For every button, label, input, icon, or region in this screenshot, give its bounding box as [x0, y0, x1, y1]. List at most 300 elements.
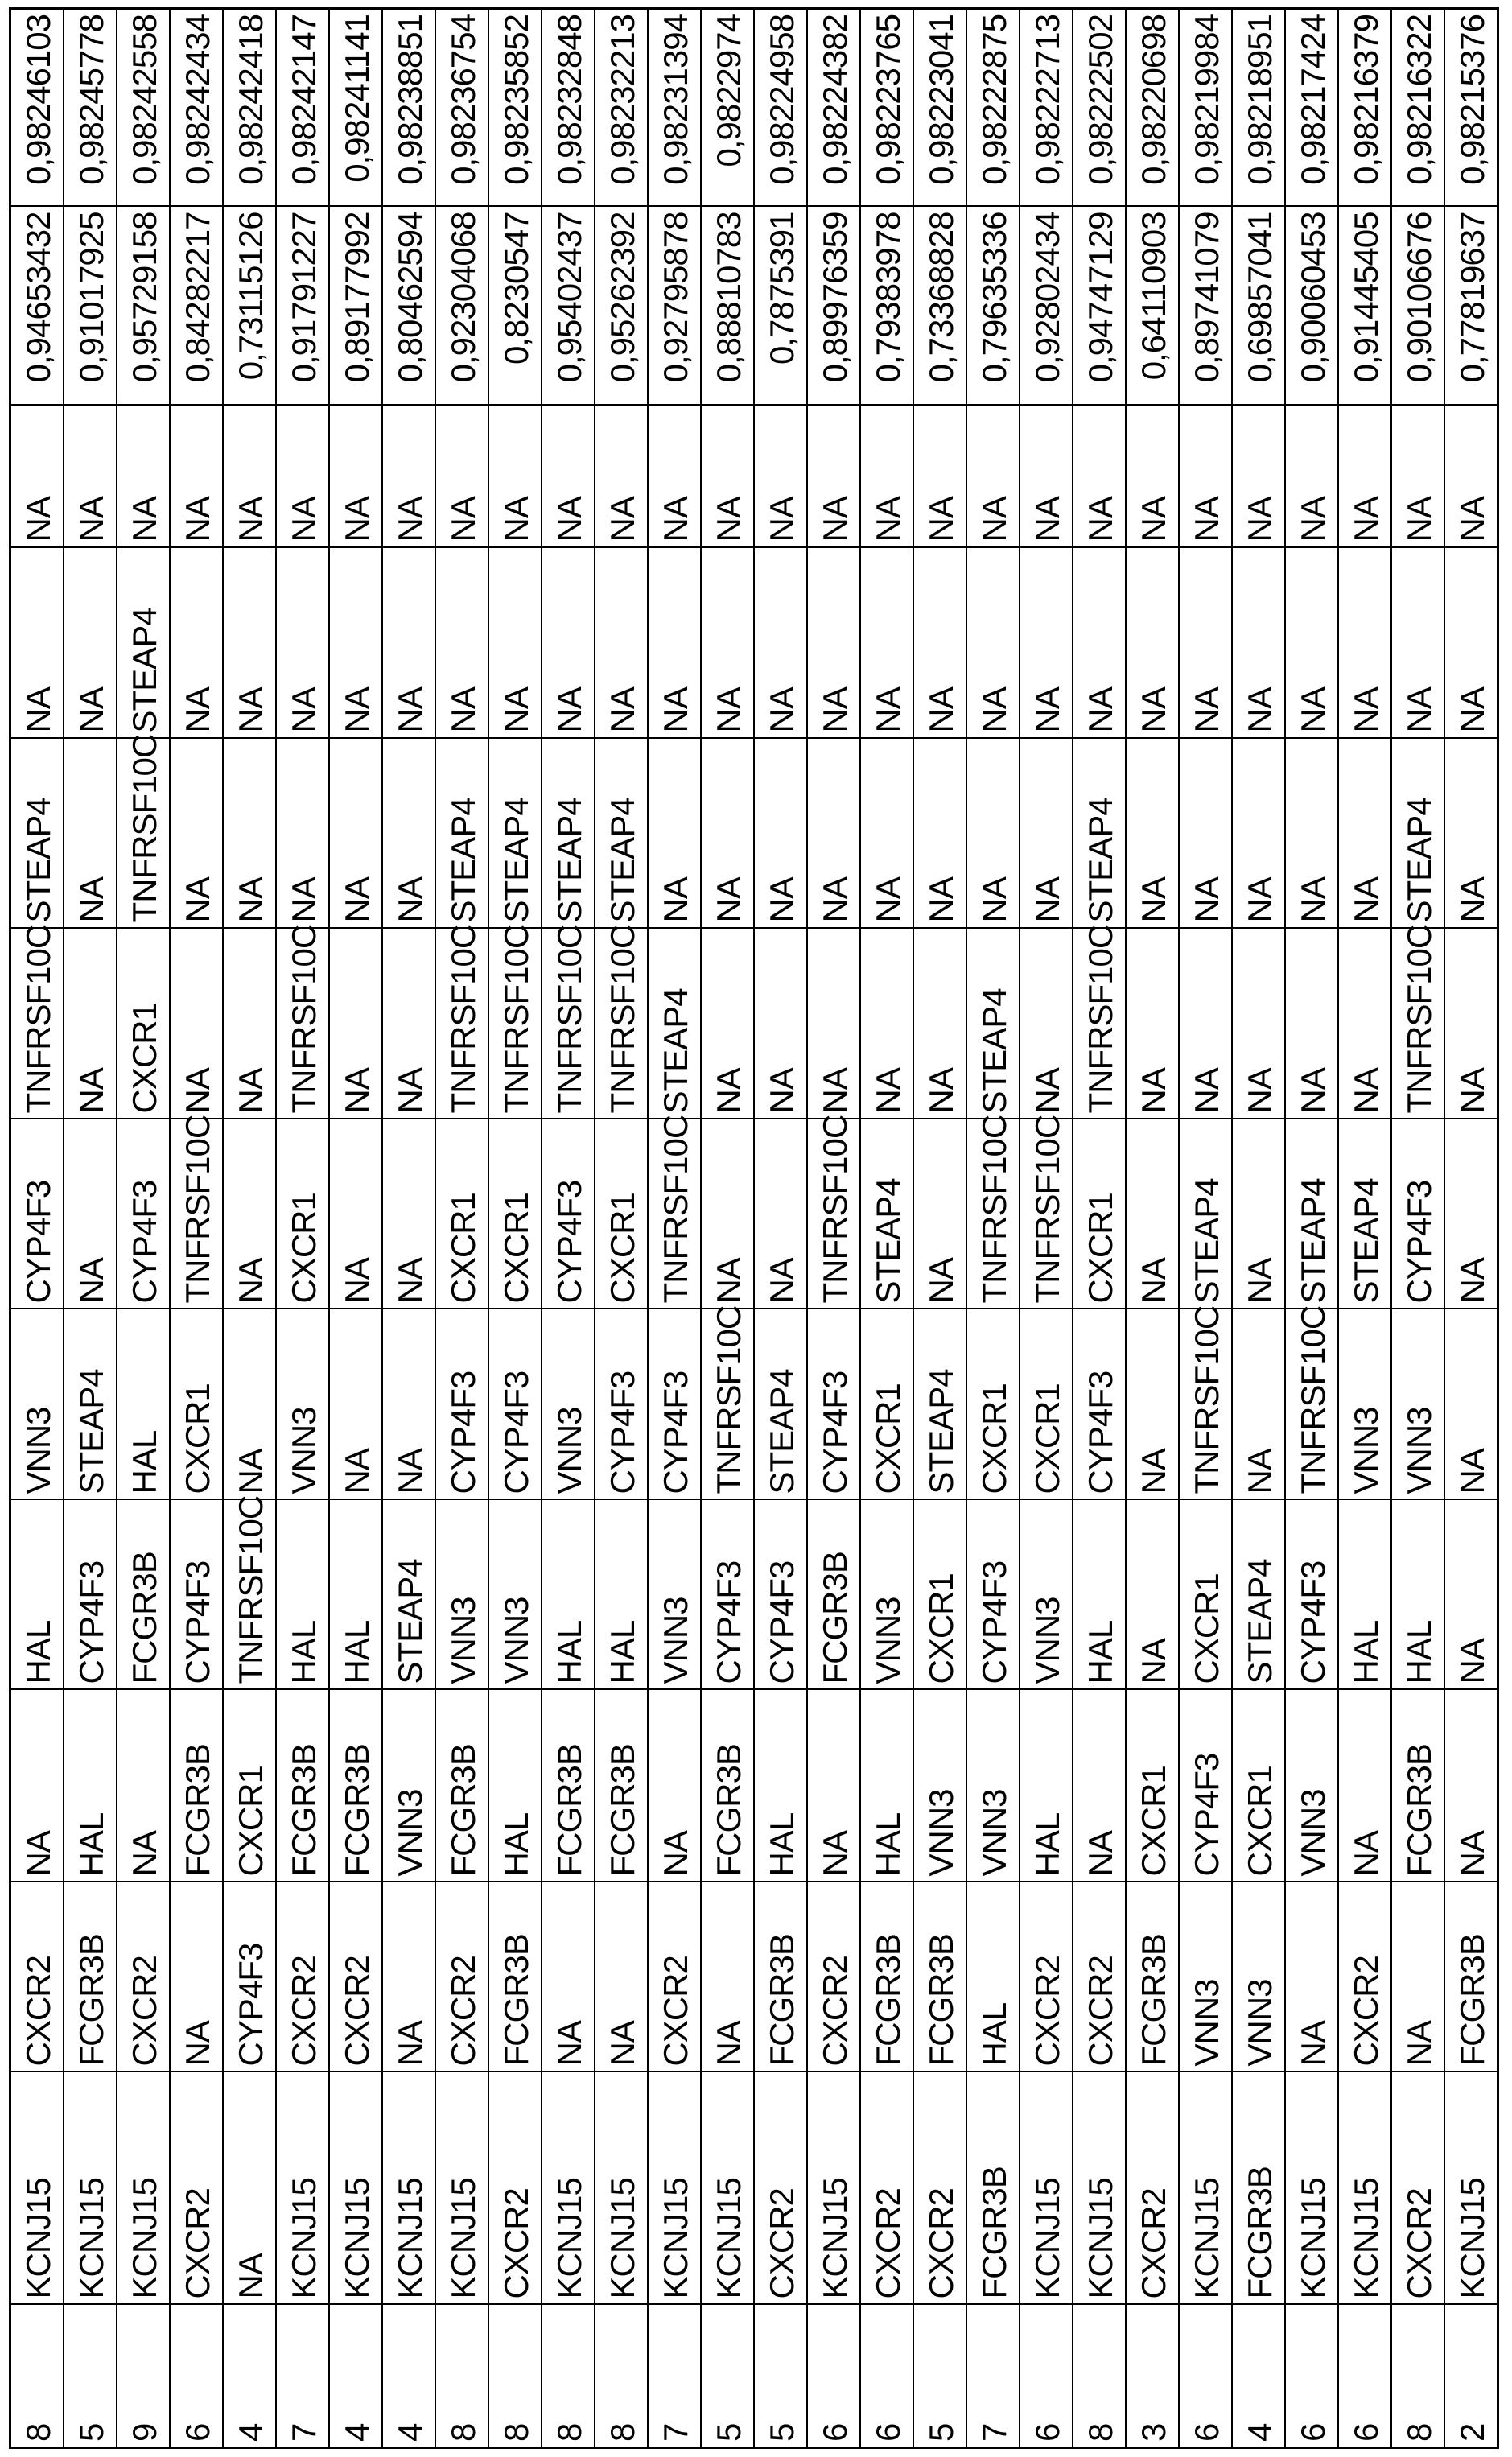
- gene-cell[interactable]: VNN3: [966, 1690, 1020, 1882]
- gene-cell[interactable]: TNFRSF10C: [1179, 1309, 1232, 1500]
- gene-cell[interactable]: NA: [966, 739, 1020, 929]
- gene-cell[interactable]: CYP4F3: [10, 1119, 64, 1309]
- gene-cell[interactable]: NA: [435, 406, 488, 548]
- gene-cell[interactable]: FCGR3B: [966, 2072, 1020, 2305]
- auc-cell[interactable]: 0,98232848: [542, 9, 595, 207]
- gene-cell[interactable]: STEAP4: [382, 1500, 435, 1690]
- gene-cell[interactable]: KCNJ15: [1020, 2072, 1073, 2305]
- gene-cell[interactable]: VNN3: [1338, 1309, 1391, 1500]
- gene-cell[interactable]: CXCR1: [1020, 1309, 1073, 1500]
- gene-cell[interactable]: NA: [1020, 406, 1073, 548]
- gene-cell[interactable]: NA: [64, 406, 117, 548]
- gene-cell[interactable]: NA: [648, 739, 701, 929]
- gene-cell[interactable]: CYP4F3: [1391, 1119, 1444, 1309]
- gene-cell[interactable]: STEAP4: [10, 739, 64, 929]
- gene-cell[interactable]: HAL: [542, 1500, 595, 1690]
- gene-count-cell[interactable]: 6: [860, 2305, 913, 2448]
- gene-cell[interactable]: KCNJ15: [1073, 2072, 1126, 2305]
- gene-cell[interactable]: NA: [223, 1309, 276, 1500]
- gene-cell[interactable]: KCNJ15: [542, 2072, 595, 2305]
- gene-cell[interactable]: KCNJ15: [10, 2072, 64, 2305]
- gene-cell[interactable]: CYP4F3: [64, 1500, 117, 1690]
- gene-cell[interactable]: NA: [329, 929, 382, 1119]
- gene-cell[interactable]: NA: [648, 1690, 701, 1882]
- gene-cell[interactable]: NA: [595, 406, 648, 548]
- gene-cell[interactable]: CXCR2: [117, 1882, 170, 2072]
- gene-cell[interactable]: NA: [1338, 1690, 1391, 1882]
- gene-cell[interactable]: NA: [1444, 1690, 1498, 1882]
- gene-cell[interactable]: CYP4F3: [966, 1500, 1020, 1690]
- gene-cell[interactable]: KCNJ15: [329, 2072, 382, 2305]
- gene-cell[interactable]: HAL: [329, 1500, 382, 1690]
- gene-cell[interactable]: NA: [860, 929, 913, 1119]
- gene-count-cell[interactable]: 8: [10, 2305, 64, 2448]
- gene-cell[interactable]: NA: [10, 548, 64, 739]
- gene-cell[interactable]: CYP4F3: [701, 1500, 754, 1690]
- gene-cell[interactable]: NA: [701, 1119, 754, 1309]
- gene-cell[interactable]: FCGR3B: [170, 1690, 223, 1882]
- gene-cell[interactable]: NA: [701, 1882, 754, 2072]
- gene-count-cell[interactable]: 3: [1126, 2305, 1179, 2448]
- gene-cell[interactable]: CYP4F3: [542, 1119, 595, 1309]
- gene-cell[interactable]: HAL: [64, 1690, 117, 1882]
- gene-cell[interactable]: FCGR3B: [276, 1690, 329, 1882]
- gene-cell[interactable]: NA: [542, 1882, 595, 2072]
- gene-cell[interactable]: NA: [1179, 929, 1232, 1119]
- gene-cell[interactable]: FCGR3B: [64, 1882, 117, 2072]
- auc-cell[interactable]: 0,98246103: [10, 9, 64, 207]
- gene-cell[interactable]: NA: [754, 739, 807, 929]
- gene-cell[interactable]: KCNJ15: [701, 2072, 754, 2305]
- gene-cell[interactable]: FCGR3B: [488, 1882, 542, 2072]
- gene-cell[interactable]: STEAP4: [1338, 1119, 1391, 1309]
- gene-cell[interactable]: NA: [807, 929, 860, 1119]
- gene-cell[interactable]: NA: [913, 739, 966, 929]
- auc-cell[interactable]: 0,98222875: [966, 9, 1020, 207]
- score-cell[interactable]: 0,94653432: [10, 207, 64, 406]
- gene-cell[interactable]: NA: [64, 548, 117, 739]
- gene-cell[interactable]: NA: [595, 1882, 648, 2072]
- gene-cell[interactable]: TNFRSF10C: [1391, 929, 1444, 1119]
- gene-count-cell[interactable]: 4: [329, 2305, 382, 2448]
- score-cell[interactable]: 0,94747129: [1073, 207, 1126, 406]
- gene-cell[interactable]: NA: [913, 406, 966, 548]
- score-cell[interactable]: 0,80462594: [382, 207, 435, 406]
- gene-cell[interactable]: NA: [754, 929, 807, 1119]
- gene-cell[interactable]: NA: [1285, 929, 1338, 1119]
- gene-cell[interactable]: CYP4F3: [754, 1500, 807, 1690]
- gene-cell[interactable]: CXCR2: [754, 2072, 807, 2305]
- gene-cell[interactable]: CYP4F3: [595, 1309, 648, 1500]
- auc-cell[interactable]: 0,98236754: [435, 9, 488, 207]
- gene-cell[interactable]: NA: [1126, 1119, 1179, 1309]
- gene-cell[interactable]: KCNJ15: [1338, 2072, 1391, 2305]
- gene-cell[interactable]: NA: [1126, 739, 1179, 929]
- gene-cell[interactable]: VNN3: [10, 1309, 64, 1500]
- gene-cell[interactable]: FCGR3B: [1391, 1690, 1444, 1882]
- score-cell[interactable]: 0,95262392: [595, 207, 648, 406]
- gene-cell[interactable]: STEAP4: [488, 739, 542, 929]
- gene-cell[interactable]: CXCR1: [1232, 1690, 1285, 1882]
- gene-cell[interactable]: NA: [860, 406, 913, 548]
- gene-cell[interactable]: NA: [1444, 406, 1498, 548]
- gene-cell[interactable]: VNN3: [913, 1690, 966, 1882]
- gene-cell[interactable]: CYP4F3: [488, 1309, 542, 1500]
- gene-cell[interactable]: NA: [1232, 548, 1285, 739]
- gene-cell[interactable]: FCGR3B: [754, 1882, 807, 2072]
- gene-cell[interactable]: NA: [542, 548, 595, 739]
- gene-cell[interactable]: FCGR3B: [1232, 2072, 1285, 2305]
- gene-cell[interactable]: TNFRSF10C: [807, 1119, 860, 1309]
- score-cell[interactable]: 0,7875391: [754, 207, 807, 406]
- gene-cell[interactable]: STEAP4: [1073, 739, 1126, 929]
- gene-cell[interactable]: NA: [382, 739, 435, 929]
- gene-cell[interactable]: STEAP4: [1232, 1500, 1285, 1690]
- gene-cell[interactable]: NA: [170, 548, 223, 739]
- auc-cell[interactable]: 0,98242434: [170, 9, 223, 207]
- score-cell[interactable]: 0,91017925: [64, 207, 117, 406]
- gene-cell[interactable]: KCNJ15: [1285, 2072, 1338, 2305]
- gene-cell[interactable]: NA: [1232, 1309, 1285, 1500]
- gene-count-cell[interactable]: 6: [1285, 2305, 1338, 2448]
- gene-cell[interactable]: NA: [754, 548, 807, 739]
- gene-count-cell[interactable]: 8: [435, 2305, 488, 2448]
- gene-cell[interactable]: FCGR3B: [913, 1882, 966, 2072]
- gene-cell[interactable]: HAL: [10, 1500, 64, 1690]
- auc-cell[interactable]: 0,98219984: [1179, 9, 1232, 207]
- gene-cell[interactable]: NA: [542, 406, 595, 548]
- gene-cell[interactable]: VNN3: [488, 1500, 542, 1690]
- auc-cell[interactable]: 0,98216322: [1391, 9, 1444, 207]
- gene-cell[interactable]: NA: [807, 548, 860, 739]
- gene-cell[interactable]: NA: [1232, 929, 1285, 1119]
- gene-cell[interactable]: CYP4F3: [117, 1119, 170, 1309]
- gene-cell[interactable]: NA: [1073, 406, 1126, 548]
- score-cell[interactable]: 0,84282217: [170, 207, 223, 406]
- gene-count-cell[interactable]: 6: [807, 2305, 860, 2448]
- gene-cell[interactable]: NA: [382, 548, 435, 739]
- gene-cell[interactable]: CYP4F3: [648, 1309, 701, 1500]
- gene-cell[interactable]: HAL: [1391, 1500, 1444, 1690]
- gene-cell[interactable]: FCGR3B: [435, 1690, 488, 1882]
- gene-cell[interactable]: CXCR2: [1338, 1882, 1391, 2072]
- gene-cell[interactable]: CXCR2: [1126, 2072, 1179, 2305]
- gene-cell[interactable]: NA: [223, 929, 276, 1119]
- auc-cell[interactable]: 0,98235852: [488, 9, 542, 207]
- gene-cell[interactable]: NA: [276, 548, 329, 739]
- gene-cell[interactable]: NA: [754, 1119, 807, 1309]
- gene-cell[interactable]: STEAP4: [1285, 1119, 1338, 1309]
- gene-cell[interactable]: HAL: [754, 1690, 807, 1882]
- gene-cell[interactable]: NA: [1179, 406, 1232, 548]
- gene-count-cell[interactable]: 5: [701, 2305, 754, 2448]
- gene-cell[interactable]: NA: [701, 406, 754, 548]
- gene-cell[interactable]: NA: [807, 406, 860, 548]
- gene-cell[interactable]: NA: [1285, 406, 1338, 548]
- auc-cell[interactable]: 0,98220698: [1126, 9, 1179, 207]
- gene-cell[interactable]: KCNJ15: [382, 2072, 435, 2305]
- gene-cell[interactable]: HAL: [276, 1500, 329, 1690]
- gene-cell[interactable]: TNFRSF10C: [701, 1309, 754, 1500]
- gene-cell[interactable]: NA: [10, 406, 64, 548]
- gene-cell[interactable]: HAL: [488, 1690, 542, 1882]
- gene-cell[interactable]: STEAP4: [860, 1119, 913, 1309]
- auc-cell[interactable]: 0,98242558: [117, 9, 170, 207]
- gene-cell[interactable]: NA: [170, 1882, 223, 2072]
- gene-cell[interactable]: CYP4F3: [223, 1882, 276, 2072]
- gene-cell[interactable]: TNFRSF10C: [117, 739, 170, 929]
- gene-cell[interactable]: NA: [64, 739, 117, 929]
- gene-cell[interactable]: TNFRSF10C: [648, 1119, 701, 1309]
- gene-cell[interactable]: NA: [488, 406, 542, 548]
- gene-cell[interactable]: NA: [382, 1882, 435, 2072]
- gene-cell[interactable]: CXCR2: [170, 2072, 223, 2305]
- gene-cell[interactable]: TNFRSF10C: [170, 1119, 223, 1309]
- gene-cell[interactable]: TNFRSF10C: [488, 929, 542, 1119]
- auc-cell[interactable]: 0,98241141: [329, 9, 382, 207]
- gene-count-cell[interactable]: 9: [117, 2305, 170, 2448]
- score-cell[interactable]: 0,64110903: [1126, 207, 1179, 406]
- gene-cell[interactable]: STEAP4: [648, 929, 701, 1119]
- gene-count-cell[interactable]: 7: [966, 2305, 1020, 2448]
- gene-cell[interactable]: CXCR2: [807, 1882, 860, 2072]
- gene-cell[interactable]: CXCR2: [1073, 1882, 1126, 2072]
- gene-cell[interactable]: VNN3: [1285, 1690, 1338, 1882]
- gene-count-cell[interactable]: 4: [382, 2305, 435, 2448]
- gene-cell[interactable]: NA: [117, 406, 170, 548]
- gene-cell[interactable]: NA: [1020, 929, 1073, 1119]
- gene-cell[interactable]: STEAP4: [542, 739, 595, 929]
- gene-cell[interactable]: NA: [170, 929, 223, 1119]
- gene-cell[interactable]: NA: [701, 548, 754, 739]
- gene-cell[interactable]: NA: [488, 548, 542, 739]
- gene-cell[interactable]: NA: [860, 739, 913, 929]
- auc-cell[interactable]: 0,98216379: [1338, 9, 1391, 207]
- gene-cell[interactable]: VNN3: [1179, 1882, 1232, 2072]
- auc-cell[interactable]: 0,98223041: [913, 9, 966, 207]
- gene-cell[interactable]: CXCR2: [10, 1882, 64, 2072]
- gene-cell[interactable]: HAL: [1338, 1500, 1391, 1690]
- gene-cell[interactable]: CXCR1: [435, 1119, 488, 1309]
- auc-cell[interactable]: 0,98224382: [807, 9, 860, 207]
- gene-cell[interactable]: TNFRSF10C: [1073, 929, 1126, 1119]
- score-cell[interactable]: 0,90060453: [1285, 207, 1338, 406]
- gene-cell[interactable]: STEAP4: [1179, 1119, 1232, 1309]
- gene-count-cell[interactable]: 5: [64, 2305, 117, 2448]
- gene-cell[interactable]: FCGR3B: [701, 1690, 754, 1882]
- gene-cell[interactable]: NA: [1338, 548, 1391, 739]
- gene-cell[interactable]: NA: [329, 1119, 382, 1309]
- gene-cell[interactable]: KCNJ15: [64, 2072, 117, 2305]
- gene-cell[interactable]: CXCR2: [860, 2072, 913, 2305]
- score-cell[interactable]: 0,95729158: [117, 207, 170, 406]
- gene-cell[interactable]: TNFRSF10C: [276, 929, 329, 1119]
- gene-cell[interactable]: TNFRSF10C: [10, 929, 64, 1119]
- score-cell[interactable]: 0,91445405: [1338, 207, 1391, 406]
- gene-cell[interactable]: CXCR1: [595, 1119, 648, 1309]
- gene-cell[interactable]: CXCR2: [435, 1882, 488, 2072]
- gene-cell[interactable]: VNN3: [382, 1690, 435, 1882]
- gene-count-cell[interactable]: 8: [1391, 2305, 1444, 2448]
- score-cell[interactable]: 0,77819637: [1444, 207, 1498, 406]
- gene-cell[interactable]: CYP4F3: [1073, 1309, 1126, 1500]
- gene-cell[interactable]: NA: [10, 1690, 64, 1882]
- auc-cell[interactable]: 0,98222502: [1073, 9, 1126, 207]
- score-cell[interactable]: 0,91791227: [276, 207, 329, 406]
- score-cell[interactable]: 0,89976359: [807, 207, 860, 406]
- gene-cell[interactable]: CYP4F3: [170, 1500, 223, 1690]
- score-cell[interactable]: 0,73115126: [223, 207, 276, 406]
- score-cell[interactable]: 0,89177992: [329, 207, 382, 406]
- gene-cell[interactable]: FCGR3B: [117, 1500, 170, 1690]
- gene-cell[interactable]: VNN3: [1020, 1500, 1073, 1690]
- auc-cell[interactable]: 0,98224958: [754, 9, 807, 207]
- gene-cell[interactable]: NA: [1020, 548, 1073, 739]
- gene-count-cell[interactable]: 6: [1179, 2305, 1232, 2448]
- gene-cell[interactable]: NA: [223, 406, 276, 548]
- gene-cell[interactable]: CXCR2: [329, 1882, 382, 2072]
- gene-cell[interactable]: CXCR1: [966, 1309, 1020, 1500]
- gene-cell[interactable]: NA: [170, 739, 223, 929]
- gene-count-cell[interactable]: 6: [1020, 2305, 1073, 2448]
- gene-cell[interactable]: NA: [1444, 1309, 1498, 1500]
- gene-cell[interactable]: KCNJ15: [595, 2072, 648, 2305]
- gene-cell[interactable]: STEAP4: [117, 548, 170, 739]
- gene-cell[interactable]: FCGR3B: [1444, 1882, 1498, 2072]
- gene-cell[interactable]: NA: [223, 548, 276, 739]
- auc-cell[interactable]: 0,98223765: [860, 9, 913, 207]
- gene-cell[interactable]: CXCR2: [488, 2072, 542, 2305]
- score-cell[interactable]: 0,89741079: [1179, 207, 1232, 406]
- gene-cell[interactable]: NA: [1444, 739, 1498, 929]
- gene-count-cell[interactable]: 6: [170, 2305, 223, 2448]
- gene-cell[interactable]: NA: [1338, 929, 1391, 1119]
- gene-cell[interactable]: CXCR1: [170, 1309, 223, 1500]
- gene-cell[interactable]: CXCR1: [1073, 1119, 1126, 1309]
- gene-cell[interactable]: HAL: [966, 1882, 1020, 2072]
- gene-cell[interactable]: NA: [1232, 739, 1285, 929]
- gene-cell[interactable]: HAL: [595, 1500, 648, 1690]
- score-cell[interactable]: 0,95402437: [542, 207, 595, 406]
- gene-cell[interactable]: FCGR3B: [860, 1882, 913, 2072]
- gene-cell[interactable]: TNFRSF10C: [1285, 1309, 1338, 1500]
- gene-cell[interactable]: CXCR2: [913, 2072, 966, 2305]
- gene-cell[interactable]: TNFRSF10C: [966, 1119, 1020, 1309]
- gene-count-cell[interactable]: 4: [1232, 2305, 1285, 2448]
- gene-cell[interactable]: VNN3: [1232, 1882, 1285, 2072]
- gene-count-cell[interactable]: 8: [542, 2305, 595, 2448]
- score-cell[interactable]: 0,92802434: [1020, 207, 1073, 406]
- gene-cell[interactable]: FCGR3B: [595, 1690, 648, 1882]
- gene-cell[interactable]: CXCR1: [1179, 1500, 1232, 1690]
- gene-cell[interactable]: FCGR3B: [542, 1690, 595, 1882]
- gene-cell[interactable]: VNN3: [435, 1500, 488, 1690]
- gene-cell[interactable]: NA: [1444, 548, 1498, 739]
- gene-cell[interactable]: HAL: [860, 1690, 913, 1882]
- score-cell[interactable]: 0,90106676: [1391, 207, 1444, 406]
- gene-cell[interactable]: CXCR1: [913, 1500, 966, 1690]
- gene-cell[interactable]: TNFRSF10C: [223, 1500, 276, 1690]
- auc-cell[interactable]: 0,98218951: [1232, 9, 1285, 207]
- gene-cell[interactable]: NA: [1020, 739, 1073, 929]
- gene-count-cell[interactable]: 8: [488, 2305, 542, 2448]
- gene-cell[interactable]: NA: [1444, 929, 1498, 1119]
- auc-cell[interactable]: 0,98232213: [595, 9, 648, 207]
- gene-cell[interactable]: NA: [1285, 1882, 1338, 2072]
- gene-cell[interactable]: NA: [1179, 739, 1232, 929]
- gene-cell[interactable]: NA: [1232, 406, 1285, 548]
- gene-cell[interactable]: STEAP4: [966, 929, 1020, 1119]
- gene-cell[interactable]: CXCR1: [117, 929, 170, 1119]
- gene-cell[interactable]: NA: [860, 548, 913, 739]
- gene-cell[interactable]: VNN3: [542, 1309, 595, 1500]
- gene-cell[interactable]: CXCR1: [488, 1119, 542, 1309]
- gene-cell[interactable]: STEAP4: [595, 739, 648, 929]
- gene-count-cell[interactable]: 2: [1444, 2305, 1498, 2448]
- gene-cell[interactable]: CXCR2: [648, 1882, 701, 2072]
- gene-cell[interactable]: NA: [382, 1119, 435, 1309]
- auc-cell[interactable]: 0,98217424: [1285, 9, 1338, 207]
- gene-count-cell[interactable]: 7: [648, 2305, 701, 2448]
- gene-cell[interactable]: VNN3: [1391, 1309, 1444, 1500]
- gene-cell[interactable]: NA: [1444, 1119, 1498, 1309]
- gene-cell[interactable]: NA: [1338, 739, 1391, 929]
- gene-cell[interactable]: CXCR2: [1020, 1882, 1073, 2072]
- gene-cell[interactable]: NA: [1391, 1882, 1444, 2072]
- auc-cell[interactable]: 0,98238851: [382, 9, 435, 207]
- gene-cell[interactable]: NA: [329, 548, 382, 739]
- gene-cell[interactable]: NA: [754, 406, 807, 548]
- gene-cell[interactable]: NA: [807, 1690, 860, 1882]
- score-cell[interactable]: 0,69857041: [1232, 207, 1285, 406]
- gene-cell[interactable]: NA: [1285, 739, 1338, 929]
- gene-cell[interactable]: NA: [966, 548, 1020, 739]
- auc-cell[interactable]: 0,98245778: [64, 9, 117, 207]
- auc-cell[interactable]: 0,98222713: [1020, 9, 1073, 207]
- gene-cell[interactable]: NA: [648, 406, 701, 548]
- gene-cell[interactable]: NA: [1391, 548, 1444, 739]
- gene-cell[interactable]: NA: [1338, 406, 1391, 548]
- gene-cell[interactable]: NA: [913, 1119, 966, 1309]
- gene-cell[interactable]: TNFRSF10C: [542, 929, 595, 1119]
- auc-cell[interactable]: 0,9822974: [701, 9, 754, 207]
- gene-cell[interactable]: NA: [1285, 548, 1338, 739]
- gene-count-cell[interactable]: 4: [223, 2305, 276, 2448]
- gene-cell[interactable]: CXCR1: [860, 1309, 913, 1500]
- gene-count-cell[interactable]: 7: [276, 2305, 329, 2448]
- auc-cell[interactable]: 0,98242418: [223, 9, 276, 207]
- auc-cell[interactable]: 0,98215376: [1444, 9, 1498, 207]
- gene-cell[interactable]: NA: [701, 739, 754, 929]
- auc-cell[interactable]: 0,98231394: [648, 9, 701, 207]
- score-cell[interactable]: 0,92795878: [648, 207, 701, 406]
- gene-cell[interactable]: NA: [595, 548, 648, 739]
- gene-cell[interactable]: NA: [1126, 1500, 1179, 1690]
- score-cell[interactable]: 0,79383978: [860, 207, 913, 406]
- gene-count-cell[interactable]: 6: [1338, 2305, 1391, 2448]
- gene-cell[interactable]: NA: [1444, 1500, 1498, 1690]
- gene-cell[interactable]: KCNJ15: [276, 2072, 329, 2305]
- gene-cell[interactable]: CXCR2: [276, 1882, 329, 2072]
- gene-cell[interactable]: NA: [913, 548, 966, 739]
- gene-cell[interactable]: VNN3: [648, 1500, 701, 1690]
- gene-cell[interactable]: NA: [382, 929, 435, 1119]
- gene-count-cell[interactable]: 5: [913, 2305, 966, 2448]
- gene-cell[interactable]: VNN3: [860, 1500, 913, 1690]
- gene-cell[interactable]: CYP4F3: [1285, 1500, 1338, 1690]
- gene-cell[interactable]: NA: [1179, 548, 1232, 739]
- gene-cell[interactable]: NA: [913, 929, 966, 1119]
